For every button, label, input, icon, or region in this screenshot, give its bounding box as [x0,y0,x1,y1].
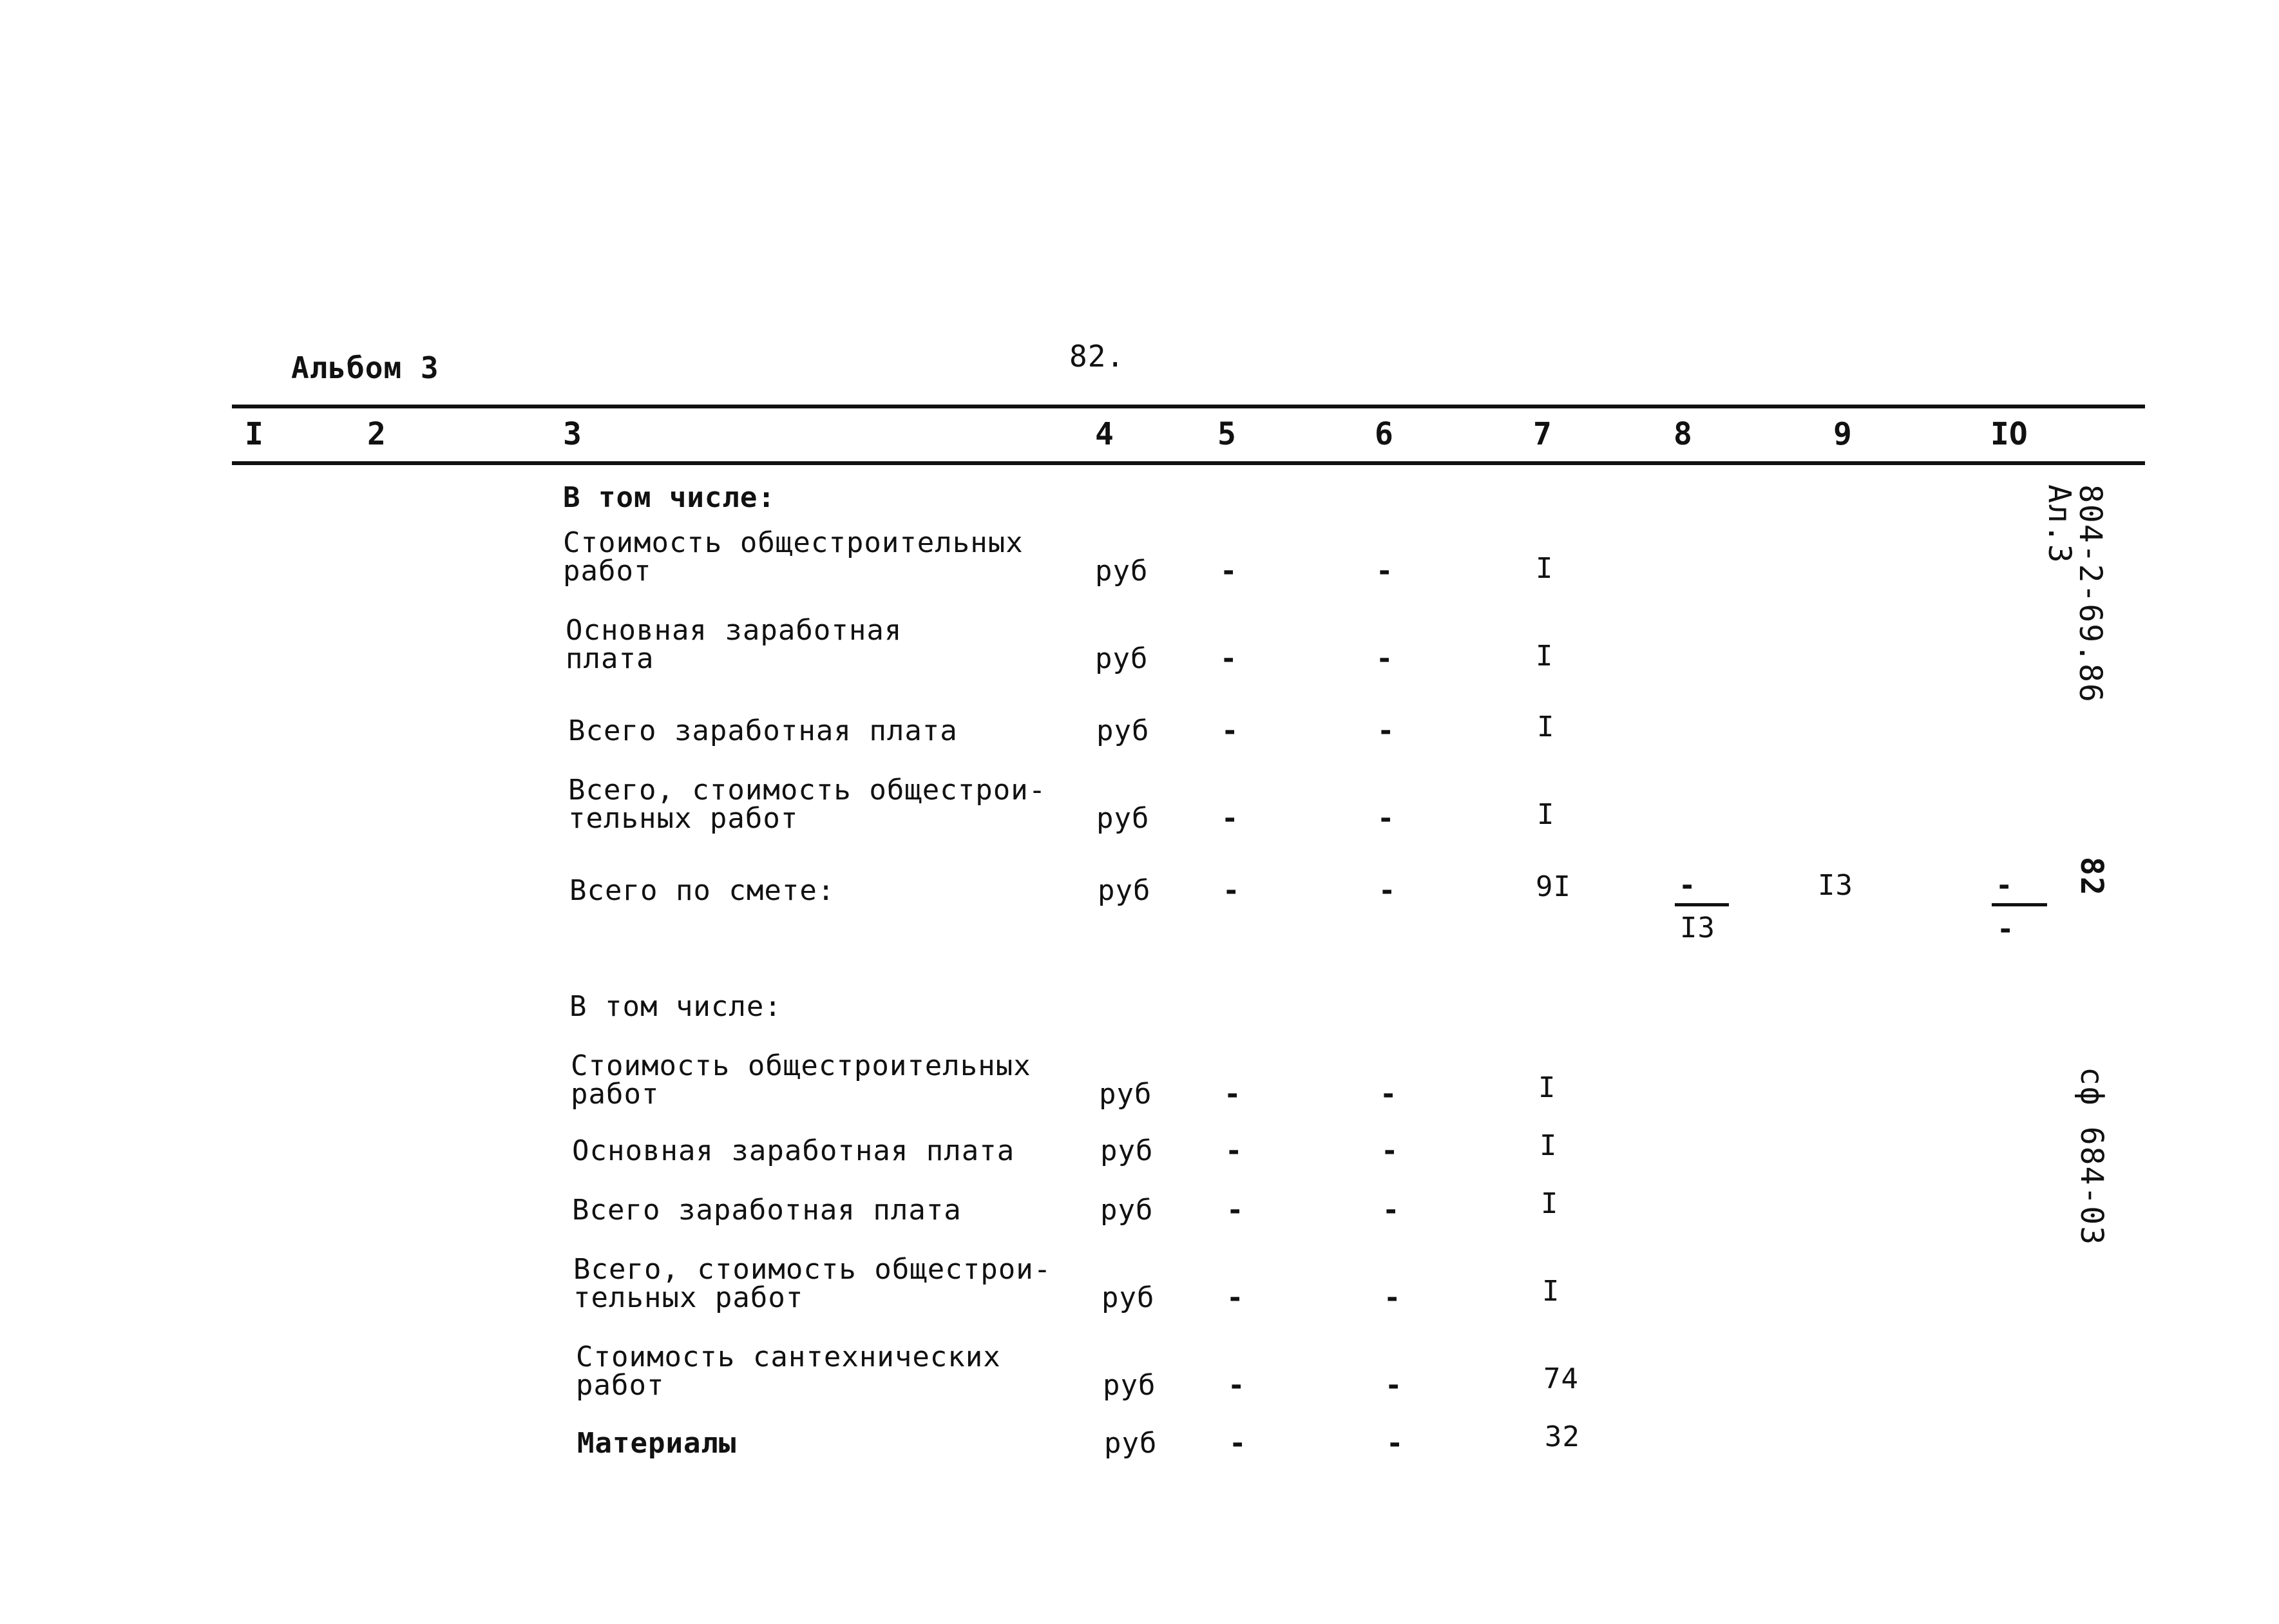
row-col7: I [1542,1275,1560,1308]
row-description: Всего, стоимость общестрои- [573,1253,1052,1286]
row-col6: - [1382,1194,1400,1227]
row-col5: - [1226,1194,1244,1227]
page-number: 82. [1069,339,1125,374]
margin-form-code: сф 684-03 [2074,1067,2110,1247]
row-description: Стоимость сантехнических [576,1341,1001,1373]
row-unit: руб [1095,642,1149,675]
table-header-bottom-rule [232,461,2145,465]
total-col7: 9I [1536,870,1571,903]
row-unit: руб [1099,1078,1152,1111]
total-description: Всего по смете: [569,874,835,907]
row-col6: - [1381,1134,1399,1167]
total-col10-top: - [1996,869,2014,902]
row-unit: руб [1096,714,1150,747]
column-number-10: IO [1990,416,2028,452]
total-col9: I3 [1818,869,1853,902]
row-col6: - [1376,642,1394,675]
row-col6: - [1386,1427,1404,1460]
total-unit: руб [1098,874,1151,907]
column-number-9: 9 [1833,416,1852,452]
row-unit: руб [1100,1134,1154,1167]
row-unit: руб [1095,555,1149,588]
column-number-3: 3 [563,416,582,452]
row-col7: I [1536,552,1554,585]
row-col5: - [1220,555,1238,588]
row-col5: - [1221,802,1239,835]
row-col7: I [1536,640,1554,673]
total-col10-bottom: - [1997,913,2015,946]
row-col5: - [1221,714,1239,747]
row-col6: - [1380,1078,1398,1111]
row-unit: руб [1096,802,1150,835]
row-description: Всего, стоимость общестрои- [568,774,1047,807]
total-col8-top: - [1679,869,1697,902]
row-unit: руб [1103,1369,1156,1402]
total-col10-fraction-line [1992,903,2047,906]
row-description: Всего заработная плата [568,714,958,747]
row-description: Материалы [577,1427,737,1460]
row-description: Стоимость общестроительных [563,526,1024,559]
row-col5: - [1228,1369,1246,1402]
row-col6: - [1385,1369,1403,1402]
column-number-7: 7 [1533,416,1552,452]
table-top-rule [232,405,2145,408]
row-description: тельных работ [568,802,799,835]
row-description: Основная заработная плата [572,1134,1015,1167]
album-label: Альбом 3 [291,350,439,385]
row-description: Стоимость общестроительных [571,1049,1031,1082]
row-col5: - [1220,642,1238,675]
row-description: Всего заработная плата [572,1194,962,1227]
row-col7: I [1541,1187,1559,1220]
row-col7: 32 [1545,1420,1580,1453]
row-col5: - [1229,1427,1247,1460]
row-col7: I [1538,1071,1556,1104]
row-col6: - [1376,555,1394,588]
column-number-2: 2 [367,416,386,452]
row-unit: руб [1100,1194,1154,1227]
row-col5: - [1224,1078,1242,1111]
row-col5: - [1226,1281,1244,1314]
row-col6: - [1377,802,1395,835]
row-col6: - [1377,714,1395,747]
row-description: тельных работ [573,1281,804,1314]
row-description: работ [576,1369,665,1402]
column-number-8: 8 [1673,416,1692,452]
margin-doc-code: 804-2-69.86 [2072,484,2108,703]
row-description: работ [571,1078,660,1111]
row-col7: 74 [1543,1362,1579,1395]
column-number-6: 6 [1375,416,1393,452]
column-number-5: 5 [1217,416,1236,452]
total-col6: - [1378,874,1397,907]
row-col5: - [1225,1134,1243,1167]
row-unit: руб [1101,1281,1155,1314]
total-col5: - [1223,874,1241,907]
column-number-4: 4 [1095,416,1114,452]
row-unit: руб [1104,1427,1158,1460]
row-description: Основная заработная [566,614,902,647]
row-col7: I [1540,1129,1558,1162]
row-col6: - [1384,1281,1402,1314]
row-description: плата [566,642,654,675]
row-col7: I [1537,711,1555,743]
row-description: работ [563,555,652,588]
column-number-1: I [245,416,263,452]
total-col8-fraction-line [1675,903,1729,906]
row-col7: I [1537,798,1555,831]
section-title: В том числе: [569,990,782,1023]
margin-sheet-number: 82 [2074,857,2110,897]
margin-album-code: Ал.3 [2041,484,2077,564]
total-col8-bottom: I3 [1680,912,1715,944]
section-title: В том числе: [563,481,776,514]
